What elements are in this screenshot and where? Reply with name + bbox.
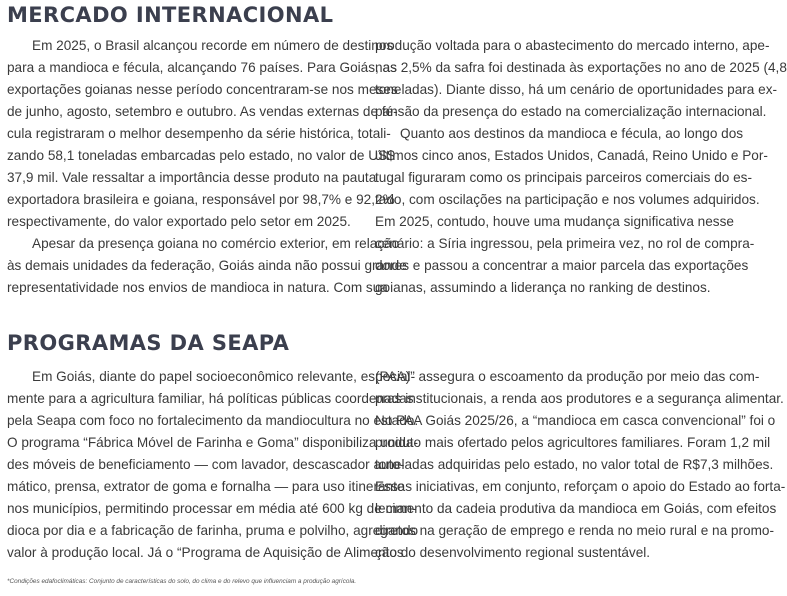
- text-line: ção do desenvolvimento regional sustentável.: [375, 545, 651, 560]
- programas-column-right: [375, 366, 786, 564]
- text-line: nas 2,5% da safra foi destinada às exportações no ano de 2025 (4,8: [375, 60, 787, 75]
- text-line: des móveis de beneficiamento — com lavador, descascador auto-: [7, 457, 405, 472]
- text-line: Em 2025, contudo, houve uma mudança significativa nesse: [375, 214, 734, 229]
- text-line: mático, prensa, extrator de goma e fornalha — para uso itinerante: [7, 479, 405, 494]
- text-line: lecimento da cadeia produtiva da mandioca em Goiás, com efeitos: [375, 501, 777, 516]
- section-title-mercado-internacional: MERCADO INTERNACIONAL: [7, 3, 334, 27]
- text-line: tado, com oscilações na participação e nos volumes adquiridos.: [375, 192, 760, 207]
- text-line: O programa “Fábrica Móvel de Farinha e Goma” disponibiliza unida-: [7, 435, 419, 450]
- text-line: últimos cinco anos, Estados Unidos, Canadá, Reino Unido e Por-: [375, 148, 768, 163]
- text-line: valor à produção local. Já o “Programa de Aquisição de Alimentos: [7, 545, 404, 560]
- text-line: toneladas adquiridas pelo estado, no valor total de R$7,3 milhões.: [375, 457, 774, 472]
- text-line: Em 2025, o Brasil alcançou recorde em número de destinos: [32, 38, 394, 53]
- text-line: Apesar da presença goiana no comércio exterior, em relação: [32, 236, 400, 251]
- text-line: produto mais ofertado pelos agricultores familiares. Foram 1,2 mil: [375, 435, 771, 450]
- text-line: exportadora brasileira e goiana, responsável por 98,7% e 92,2%: [7, 192, 395, 207]
- text-line: dores e passou a concentrar a maior parcela das exportações: [375, 258, 749, 273]
- text-line: pras institucionais, a renda aos produtores e a segurança alimentar.: [375, 391, 784, 406]
- mercado-column-right: [375, 35, 787, 299]
- text-line: 37,9 mil. Vale ressaltar a importância desse produto na pauta: [7, 170, 377, 185]
- text-line: cula registraram o melhor desempenho da série histórica, totali-: [7, 126, 391, 141]
- text-line: Quanto aos destinos da mandioca e fécula, ao longo dos: [400, 126, 744, 141]
- text-line: zando 58,1 toneladas embarcadas pelo estado, no valor de US$: [7, 148, 395, 163]
- footnote: *Condições edafoclimáticas: Conjunto de características do solo, do clima e do relevo que influenciam a produção agrícola.: [7, 578, 357, 585]
- text-line: exportações goianas nesse período concentraram-se nos meses: [7, 82, 398, 97]
- text-line: mente para a agricultura familiar, há políticas públicas coordenadas: [7, 391, 414, 406]
- text-line: pela Seapa com foco no fortalecimento da mandiocultura no estado.: [7, 413, 419, 428]
- text-line: toneladas). Diante disso, há um cenário de oportunidades para ex-: [375, 82, 778, 97]
- text-line: diretos na geração de emprego e renda no meio rural e na promo-: [375, 523, 774, 538]
- text-line: No PAA Goiás 2025/26, a “mandioca em casca convencional” foi o: [375, 413, 776, 428]
- text-line: para a mandioca e fécula, alcançando 76 países. Para Goiás, as: [7, 60, 397, 75]
- text-line: às demais unidades da federação, Goiás ainda não possui grande: [7, 258, 407, 273]
- text-line: pansão da presença do estado na comercialização internacional.: [375, 104, 767, 119]
- text-line: tugal figuraram como os principais parceiros comerciais do es-: [375, 170, 753, 185]
- text-line: dioca por dia e a fabricação de farinha, pruma e polvilho, agregando: [7, 523, 419, 538]
- text-line: produção voltada para o abastecimento do mercado interno, ape-: [375, 38, 770, 53]
- text-line: Essas iniciativas, em conjunto, reforçam o apoio do Estado ao forta-: [375, 479, 786, 494]
- text-line: goianas, assumindo a liderança no ranking de destinos.: [375, 280, 711, 295]
- text-line: cenário: a Síria ingressou, pela primeira vez, no rol de compra-: [375, 236, 755, 251]
- text-line: (PAA)” assegura o escoamento da produção por meio das com-: [375, 369, 760, 384]
- text-line: de junho, agosto, setembro e outubro. As vendas externas de fé-: [7, 104, 398, 119]
- section-title-programas-da-seapa: PROGRAMAS DA SEAPA: [7, 331, 290, 355]
- programas-column-left: [7, 366, 419, 564]
- text-line: representatividade nos envios de mandioca in natura. Com sua: [7, 280, 388, 295]
- mercado-column-left: [7, 35, 407, 299]
- text-line: respectivamente, do valor exportado pelo setor em 2025.: [7, 214, 351, 229]
- text-line: Em Goiás, diante do papel socioeconômico relevante, especial-: [32, 369, 416, 384]
- text-line: nos municípios, permitindo processar em média até 600 kg de man-: [7, 501, 417, 516]
